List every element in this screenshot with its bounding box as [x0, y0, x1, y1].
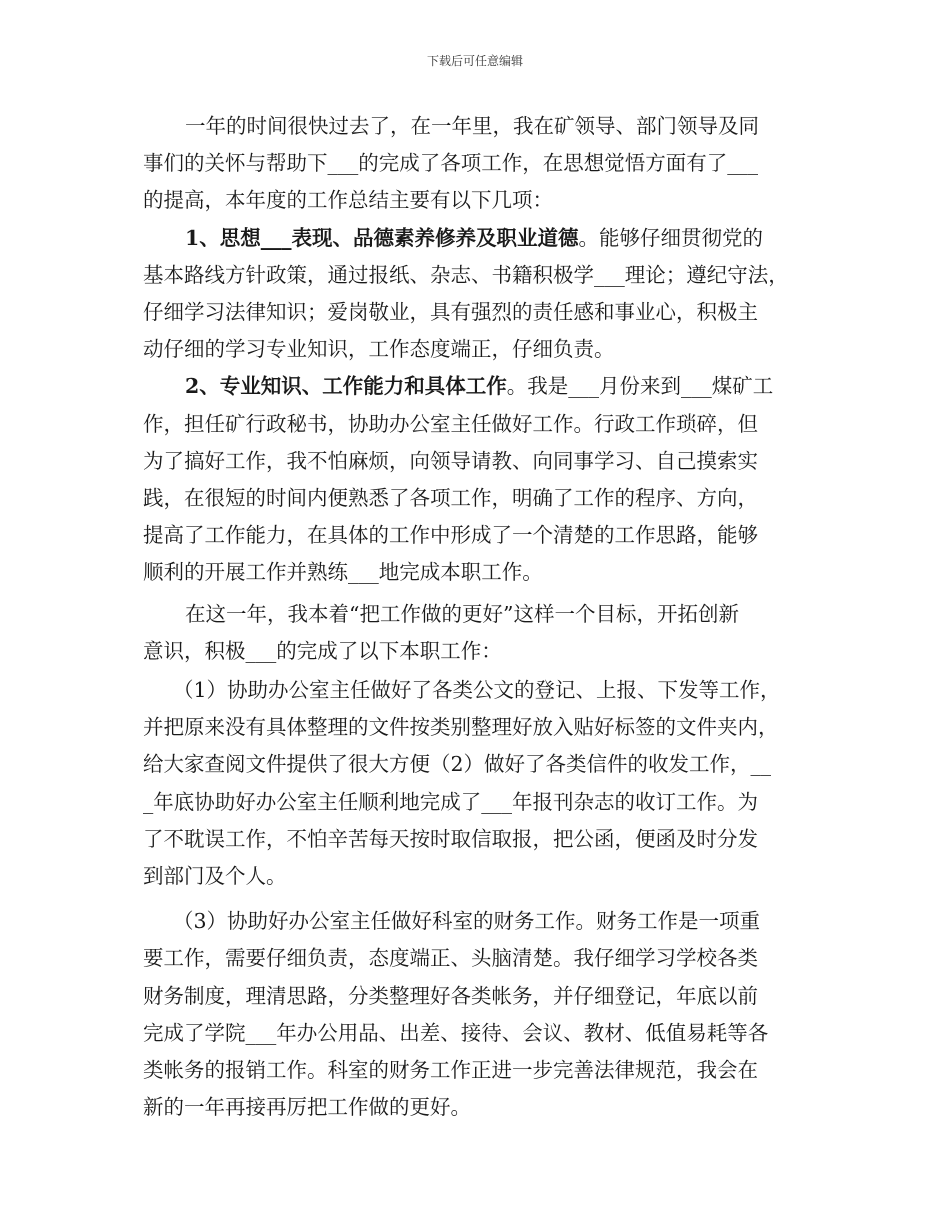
text-line	[143, 331, 813, 368]
text-line	[143, 443, 813, 480]
section-heading: 2、专业知识、工作能力和具体工作	[185, 374, 507, 399]
text-line	[143, 517, 813, 554]
text-line	[143, 672, 813, 709]
line-text: 动仔细的学习专业知识，工作态度端正，仔细负责。	[143, 337, 615, 362]
text-line	[143, 1052, 813, 1089]
line-text: 财务制度，理清思路，分类整理好各类帐务，并仔细登记，年底以前	[143, 983, 758, 1008]
text-line	[143, 108, 813, 145]
line-text: 仔细学习法律知识；爱岗敬业，具有强烈的责任感和事业心，积极主	[143, 300, 758, 325]
line-text: 的提高，本年度的工作总结主要有以下几项：	[143, 188, 553, 213]
section-heading: 1、思想___表现、品德素养修养及职业道德	[185, 225, 579, 250]
line-text: 提高了工作能力，在具体的工作中形成了一个清楚的工作思路，能够	[143, 523, 758, 548]
text-line	[143, 940, 813, 977]
text-line	[143, 784, 813, 821]
line-text: 给大家查阅文件提供了很大方便（2）做好了各类信件的收发工作，__	[143, 752, 772, 777]
text-line	[143, 709, 813, 746]
line-text: 并把原来没有具体整理的文件按类别整理好放入贴好标签的文件夹内，	[143, 715, 779, 740]
text-line	[143, 220, 813, 257]
text-line	[143, 145, 813, 182]
line-text: 践，在很短的时间内便熟悉了各项工作，明确了工作的程序、方向，	[143, 486, 758, 511]
text-line	[143, 858, 813, 895]
text-line	[143, 746, 813, 783]
line-text: 类帐务的报销工作。科室的财务工作正进一步完善法律规范，我会在	[143, 1058, 758, 1083]
line-text: 事们的关怀与帮助下___的完成了各项工作，在思想觉悟方面有了___	[143, 151, 758, 176]
line-text: 基本路线方针政策，通过报纸、杂志、书籍积极学___理论；遵纪守法，	[143, 262, 789, 287]
text-line	[143, 633, 813, 670]
text-line	[143, 978, 813, 1015]
line-text: 到部门及个人。	[143, 864, 287, 889]
text-line	[143, 554, 813, 591]
text-line	[143, 903, 813, 940]
line-text: 完成了学院___年办公用品、出差、接待、会议、教材、低值易耗等各	[143, 1020, 769, 1045]
line-text: （1）协助办公室主任做好了各类公文的登记、上报、下发等工作，	[173, 678, 781, 703]
text-line	[143, 368, 813, 405]
line-text: 了不耽误工作，不怕辛苦每天按时取信取报，把公函，便函及时分发	[143, 826, 758, 851]
line-text: 新的一年再接再厉把工作做的更好。	[143, 1095, 471, 1120]
line-text: 。能够仔细贯彻党的	[578, 225, 764, 250]
text-line	[143, 1015, 813, 1052]
line-text: 为了搞好工作，我不怕麻烦，向领导请教、向同事学习、自己摸索实	[143, 448, 758, 473]
line-text: _年底协助好办公室主任顺利地完成了___年报刊杂志的收订工作。为	[143, 789, 758, 814]
line-text: 。我是___月份来到___煤矿工	[506, 374, 774, 399]
line-text: 在这一年，我本着“把工作做的更好”这样一个目标，开拓创新	[185, 601, 739, 626]
line-text: 一年的时间很快过去了，在一年里，我在矿领导、部门领导及同	[185, 114, 759, 138]
line-text: 要工作，需要仔细负责，态度端正、头脑清楚。我仔细学习学校各类	[143, 946, 758, 971]
text-line	[143, 1089, 813, 1126]
text-line	[143, 182, 813, 219]
text-line	[143, 257, 813, 294]
line-text: （3）协助好办公室主任做好科室的财务工作。财务工作是一项重	[173, 909, 761, 934]
text-line	[143, 406, 813, 443]
line-text: 意识，积极___的完成了以下本职工作：	[143, 638, 502, 663]
text-line	[143, 294, 813, 331]
line-text: 作，担任矿行政秘书，协助办公室主任做好工作。行政工作琐碎，但	[143, 411, 758, 436]
text-line	[143, 480, 813, 517]
page-header: 下载后可任意编辑	[426, 54, 523, 68]
document-body	[143, 108, 813, 1126]
text-line	[143, 596, 813, 633]
line-text: 顺利的开展工作并熟练___地完成本职工作。	[143, 560, 543, 585]
text-line	[143, 821, 813, 858]
